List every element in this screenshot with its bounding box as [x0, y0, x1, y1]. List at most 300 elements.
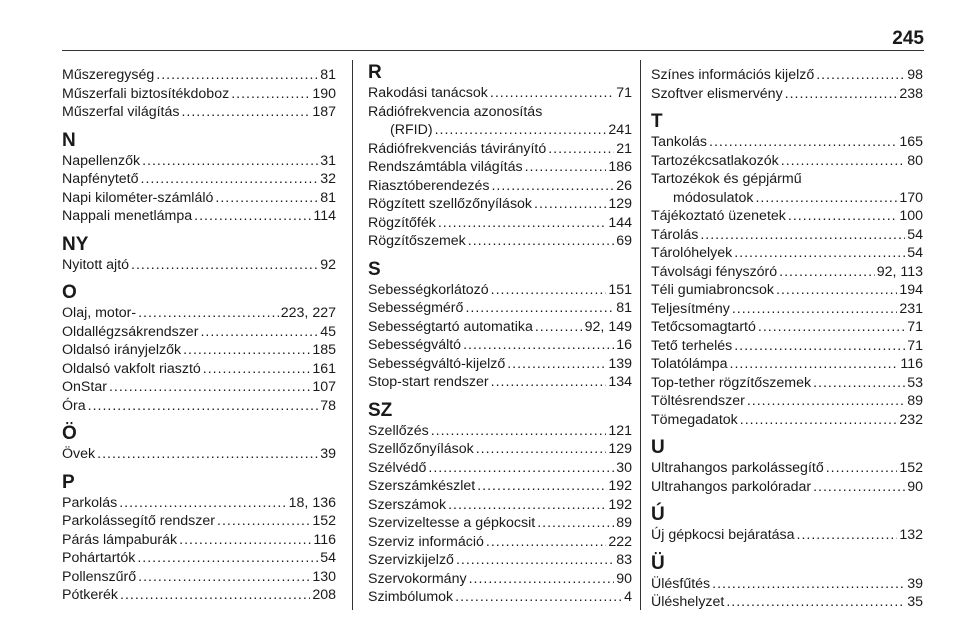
- entry-pages: 32: [320, 171, 336, 187]
- section-letter: Ú: [651, 504, 665, 525]
- index-entry: [368, 318, 632, 337]
- entry-term: Napfénytető: [62, 171, 139, 187]
- index-entry: [368, 440, 632, 459]
- index-section: [651, 437, 923, 496]
- dot-leader: [730, 355, 899, 374]
- entry-pages: 18, 136: [288, 494, 336, 511]
- index-entry: [62, 170, 336, 189]
- entry-term: Olaj, motor-: [62, 305, 137, 321]
- index-entry: [368, 373, 632, 392]
- entry-term: Szerviz információ: [368, 533, 484, 550]
- entry-term: Tartozékok és gépjármű: [651, 171, 802, 187]
- index-entry: [651, 152, 923, 171]
- index-entry: [62, 66, 336, 85]
- dot-leader: [491, 177, 614, 196]
- entry-pages: 81: [320, 67, 336, 83]
- entry-term: Szervizkijelző: [368, 552, 454, 568]
- entry-term: OnStar: [62, 379, 107, 395]
- index-entry: [62, 207, 336, 226]
- entry-term: Szellőzés: [368, 422, 429, 439]
- dot-leader: [435, 121, 607, 140]
- entry-pages: 222: [608, 533, 632, 550]
- entry-term: Tartozékcsatlakozók: [651, 152, 779, 169]
- entry-pages: 71: [907, 319, 923, 335]
- section-letter: T: [651, 111, 663, 132]
- entry-term: Ülésfűtés: [651, 575, 711, 592]
- entry-term: Szervokormány: [368, 570, 467, 587]
- entry-pages: 16: [616, 337, 632, 353]
- index-entry: [62, 341, 336, 360]
- entry-pages: 144: [608, 214, 632, 231]
- entry-pages: 116: [900, 356, 923, 372]
- dot-leader: [816, 66, 905, 85]
- entry-term: Pótkerék: [62, 587, 118, 603]
- index-entry: [651, 85, 923, 104]
- entry-pages: 130: [312, 568, 336, 585]
- entry-pages: 54: [320, 550, 336, 566]
- dot-leader: [142, 152, 318, 171]
- index-entry: [651, 526, 923, 545]
- column-divider-1: [352, 60, 353, 610]
- dot-leader: [181, 103, 310, 122]
- dot-leader: [537, 514, 614, 533]
- index-entry: [368, 214, 632, 233]
- entry-term: Új gépkocsi bejáratása: [651, 527, 795, 543]
- index-entry: [62, 586, 336, 605]
- dot-leader: [548, 140, 614, 159]
- entry-term: Műszeregység: [62, 67, 155, 83]
- index-entry: [368, 422, 632, 441]
- entry-pages: 134: [608, 374, 632, 390]
- entry-term: Ultrahangos parkolóradar: [651, 478, 812, 495]
- index-section: [62, 472, 336, 605]
- index-section: [651, 111, 923, 429]
- entry-term: Top-tether rögzítőszemek: [651, 374, 812, 391]
- entry-pages: 92, 149: [584, 318, 632, 335]
- entry-pages: 190: [312, 85, 336, 102]
- dot-leader: [525, 158, 607, 177]
- dot-leader: [813, 478, 905, 497]
- entry-pages: 69: [616, 233, 632, 249]
- dot-leader: [700, 226, 905, 245]
- index-entry: [651, 281, 923, 300]
- index-entry: [651, 411, 923, 430]
- dot-leader: [469, 570, 615, 589]
- dot-leader: [141, 170, 319, 189]
- dot-leader: [131, 256, 318, 275]
- index-entry: [62, 323, 336, 342]
- entry-pages: 81: [320, 189, 336, 206]
- entry-pages: 35: [907, 594, 923, 610]
- entry-pages: 152: [312, 513, 336, 529]
- entry-pages: 151: [608, 281, 632, 298]
- index-section: [651, 553, 923, 612]
- section-letter: N: [62, 129, 76, 151]
- dot-leader: [740, 411, 898, 430]
- index-entry: [62, 378, 336, 397]
- index-entry: [62, 494, 336, 513]
- entry-pages: 31: [320, 152, 336, 169]
- section-letter: SZ: [368, 399, 393, 421]
- entry-term: Szellőzőnyílások: [368, 441, 474, 457]
- dot-leader: [779, 263, 875, 282]
- index-entry: [651, 355, 923, 374]
- entry-term: Riasztóberendezés: [368, 177, 490, 194]
- index-entry: [368, 232, 632, 251]
- index-entry: [368, 84, 632, 103]
- entry-pages: 116: [313, 531, 336, 548]
- page-number: 245: [892, 28, 924, 49]
- entry-pages: 39: [907, 575, 923, 592]
- entry-term: Szervizeltesse a gépkocsit: [368, 515, 536, 531]
- index-entry: [651, 337, 923, 356]
- dot-leader: [785, 85, 898, 104]
- section-letter: S: [368, 258, 381, 280]
- index-section: [368, 400, 632, 607]
- entry-pages: 21: [616, 140, 632, 157]
- entry-pages: 241: [608, 122, 632, 138]
- index-entry: [368, 140, 632, 159]
- entry-pages: 45: [320, 323, 336, 340]
- dot-leader: [463, 336, 614, 355]
- entry-term: Sebességváltó: [368, 337, 462, 353]
- section-letter: P: [62, 471, 75, 493]
- entry-term: Tárolás: [651, 226, 699, 243]
- header-rule: [62, 50, 924, 51]
- index-entry: [651, 133, 923, 152]
- index-entry: [651, 593, 923, 612]
- dot-leader: [712, 575, 905, 594]
- entry-term: Oldallégzsákrendszer: [62, 323, 199, 340]
- dot-leader: [138, 304, 279, 323]
- dot-leader: [438, 214, 607, 233]
- entry-pages: 30: [616, 459, 632, 476]
- dot-leader: [486, 533, 606, 552]
- dot-leader: [215, 189, 318, 208]
- index-entry: [651, 478, 923, 497]
- entry-term: Óra: [62, 397, 86, 414]
- dot-leader: [491, 373, 607, 392]
- dot-leader: [97, 445, 318, 464]
- entry-pages: 192: [608, 496, 632, 513]
- entry-term: Tolatólámpa: [651, 356, 728, 372]
- entry-term: Rendszámtábla világítás: [368, 159, 523, 175]
- entry-term: Szélvédő: [368, 459, 427, 476]
- entry-term: Tetőcsomagtartó: [651, 319, 756, 335]
- index-entry: [651, 459, 923, 478]
- entry-pages: 223, 227: [280, 305, 336, 321]
- dot-leader: [490, 84, 614, 103]
- index-entry: [62, 189, 336, 208]
- entry-pages: 129: [608, 441, 632, 457]
- entry-term: Ultrahangos parkolássegítő: [651, 460, 824, 476]
- section-letter: Ü: [651, 552, 665, 574]
- entry-term: Stop-start rendszer: [368, 374, 489, 390]
- dot-leader: [194, 207, 311, 226]
- dot-leader: [726, 593, 905, 612]
- dot-leader: [455, 588, 622, 607]
- index-entry: [62, 103, 336, 122]
- index-section: [651, 504, 923, 545]
- entry-pages: 80: [907, 152, 923, 169]
- entry-pages: 71: [616, 85, 632, 101]
- dot-leader: [476, 440, 607, 459]
- entry-term: Övek: [62, 446, 96, 462]
- index-entry: [651, 66, 923, 85]
- index-entry: [651, 575, 923, 594]
- index-section: [62, 130, 336, 226]
- entry-term: Pohártartók: [62, 550, 136, 566]
- index-entry: [368, 195, 632, 214]
- section-letter: R: [368, 62, 382, 83]
- entry-term: Szoftver elismervény: [651, 85, 783, 102]
- entry-pages: 83: [616, 552, 632, 568]
- entry-term: Oldalsó irányjelzők: [62, 342, 182, 358]
- index-section: [651, 66, 923, 103]
- index-column-2: [368, 62, 632, 607]
- index-entry: [62, 152, 336, 171]
- column-divider-2: [640, 60, 641, 610]
- dot-leader: [468, 232, 614, 251]
- entry-pages: 98: [907, 67, 923, 83]
- entry-pages: 89: [616, 515, 632, 531]
- dot-leader: [734, 337, 905, 356]
- entry-term: Műszerfal világítás: [62, 104, 180, 120]
- dot-leader: [203, 360, 311, 379]
- dot-leader: [120, 586, 310, 605]
- entry-pages: 132: [899, 527, 923, 543]
- entry-term: Pollenszűrő: [62, 568, 137, 585]
- index-entry: [62, 568, 336, 587]
- index-entry: [368, 570, 632, 589]
- entry-term: Rádiófrekvenciás távirányító: [368, 140, 547, 157]
- entry-term: Nappali menetlámpa: [62, 208, 193, 224]
- entry-term: Teljesítmény: [651, 300, 730, 317]
- dot-leader: [491, 281, 607, 300]
- section-letter: Ö: [62, 423, 77, 444]
- dot-leader: [477, 477, 606, 496]
- entry-term: Rögzítőfék: [368, 214, 436, 231]
- entry-pages: 170: [899, 189, 923, 206]
- entry-term: Távolsági fényszóró: [651, 263, 778, 280]
- entry-term: Szimbólumok: [368, 589, 454, 605]
- dot-leader: [755, 189, 897, 208]
- entry-term: Rádiófrekvencia azonosítás: [368, 103, 543, 120]
- entry-pages: 90: [907, 478, 923, 495]
- dot-leader: [776, 281, 897, 300]
- index-entry: [368, 477, 632, 496]
- dot-leader: [183, 341, 310, 360]
- index-entry: [62, 397, 336, 416]
- index-entry: [62, 304, 336, 323]
- entry-pages: 54: [907, 245, 923, 261]
- entry-term: Tankolás: [651, 134, 707, 150]
- entry-term: Sebességváltó-kijelző: [368, 355, 506, 372]
- entry-pages: 185: [312, 342, 336, 358]
- entry-term: Műszerfali biztosítékdoboz: [62, 85, 230, 102]
- entry-pages: 165: [899, 134, 923, 150]
- index-entry: [368, 551, 632, 570]
- index-entry: [62, 549, 336, 568]
- dot-leader: [534, 195, 606, 214]
- index-section: [368, 62, 632, 251]
- dot-leader: [456, 551, 614, 570]
- index-entry: [651, 226, 923, 245]
- entry-term-continued: (RFID): [390, 122, 433, 138]
- entry-pages: 39: [320, 446, 336, 462]
- index-entry: [368, 177, 632, 196]
- dot-leader: [119, 494, 286, 513]
- entry-term-continued: módosulatok: [673, 189, 754, 206]
- entry-pages: 194: [899, 282, 923, 298]
- index-entry: [651, 244, 923, 263]
- entry-term: Üléshelyzet: [651, 594, 725, 610]
- entry-term: Parkolás: [62, 494, 118, 511]
- dot-leader: [217, 512, 310, 531]
- entry-pages: 114: [313, 208, 336, 224]
- index-entry: [651, 170, 923, 207]
- index-section: [368, 259, 632, 392]
- index-entry: [651, 374, 923, 393]
- entry-pages: 81: [616, 300, 632, 316]
- entry-pages: 187: [312, 104, 336, 120]
- entry-term: Nyitott ajtó: [62, 256, 130, 273]
- entry-pages: 90: [616, 570, 632, 587]
- entry-continuation: [368, 121, 632, 140]
- entry-continuation: [651, 189, 923, 208]
- entry-pages: 121: [608, 422, 632, 439]
- entry-term: Párás lámpaburák: [62, 531, 178, 548]
- index-section: [62, 234, 336, 275]
- index-entry: [651, 263, 923, 282]
- index-entry: [368, 459, 632, 478]
- entry-term: Oldalsó vakfolt riasztó: [62, 360, 201, 377]
- index-entry: [368, 103, 632, 140]
- index-section: [62, 66, 336, 122]
- entry-pages: 92: [320, 256, 336, 273]
- entry-term: Színes információs kijelző: [651, 67, 815, 83]
- dot-leader: [156, 66, 318, 85]
- entry-term: Sebességkorlátozó: [368, 281, 489, 298]
- dot-leader: [758, 318, 905, 337]
- section-letter: U: [651, 437, 665, 458]
- entry-pages: 53: [907, 374, 923, 391]
- index-entry: [368, 281, 632, 300]
- index-entry: [62, 531, 336, 550]
- index-entry: [368, 533, 632, 552]
- entry-pages: 231: [899, 300, 923, 317]
- section-letter: O: [62, 282, 77, 303]
- dot-leader: [179, 531, 311, 550]
- entry-pages: 92, 113: [876, 263, 923, 280]
- entry-pages: 107: [312, 379, 336, 395]
- index-entry: [62, 445, 336, 464]
- dot-leader: [734, 244, 905, 263]
- entry-pages: 100: [899, 208, 923, 224]
- entry-term: Tárolóhelyek: [651, 245, 733, 261]
- dot-leader: [231, 85, 310, 104]
- entry-term: Szerszámkészlet: [368, 478, 476, 494]
- index-entry: [368, 588, 632, 607]
- entry-term: Téli gumiabroncsok: [651, 282, 775, 298]
- dot-leader: [747, 392, 905, 411]
- dot-leader: [826, 459, 898, 478]
- entry-pages: 54: [907, 226, 923, 243]
- index-column-3: [651, 66, 923, 612]
- index-entry: [368, 158, 632, 177]
- index-column-1: [62, 66, 336, 605]
- entry-pages: 186: [608, 159, 632, 175]
- index-entry: [368, 299, 632, 318]
- index-entry: [368, 336, 632, 355]
- entry-term: Tető terhelés: [651, 337, 733, 354]
- entry-pages: 208: [312, 587, 336, 603]
- index-entry: [62, 85, 336, 104]
- entry-term: Töltésrendszer: [651, 393, 745, 409]
- dot-leader: [200, 323, 318, 342]
- entry-term: Rögzített szellőzőnyílások: [368, 196, 533, 212]
- dot-leader: [732, 300, 897, 319]
- entry-pages: 238: [899, 85, 923, 102]
- entry-pages: 71: [907, 337, 923, 354]
- entry-pages: 152: [899, 460, 923, 476]
- entry-term: Tájékoztató üzenetek: [651, 208, 786, 224]
- index-entry: [368, 514, 632, 533]
- entry-term: Parkolássegítő rendszer: [62, 513, 215, 529]
- index-entry: [62, 512, 336, 531]
- dot-leader: [428, 459, 614, 478]
- entry-pages: 129: [608, 196, 632, 212]
- entry-term: Napellenzők: [62, 152, 141, 169]
- index-entry: [651, 318, 923, 337]
- index-entry: [368, 355, 632, 374]
- entry-pages: 78: [320, 397, 336, 414]
- entry-term: Szerszámok: [368, 496, 447, 513]
- entry-pages: 232: [899, 411, 923, 428]
- index-section: [62, 282, 336, 415]
- entry-pages: 89: [907, 393, 923, 409]
- index-entry: [62, 256, 336, 275]
- dot-leader: [465, 299, 614, 318]
- entry-term: Rögzítőszemek: [368, 233, 466, 249]
- dot-leader: [431, 422, 607, 441]
- index-entry: [651, 207, 923, 226]
- index-entry: [62, 360, 336, 379]
- index-entry: [651, 300, 923, 319]
- index-entry: [368, 496, 632, 515]
- dot-leader: [448, 496, 606, 515]
- entry-pages: 192: [608, 478, 632, 494]
- entry-pages: 26: [616, 177, 632, 194]
- dot-leader: [781, 152, 905, 171]
- dot-leader: [797, 526, 898, 545]
- dot-leader: [138, 568, 310, 587]
- index-entry: [651, 392, 923, 411]
- dot-leader: [507, 355, 606, 374]
- dot-leader: [109, 378, 310, 397]
- dot-leader: [709, 133, 897, 152]
- entry-pages: 161: [312, 360, 336, 377]
- section-letter: NY: [62, 233, 89, 255]
- entry-pages: 139: [608, 355, 632, 372]
- dot-leader: [88, 397, 319, 416]
- entry-pages: 4: [624, 589, 632, 605]
- dot-leader: [813, 374, 905, 393]
- dot-leader: [535, 318, 583, 337]
- entry-term: Napi kilométer-számláló: [62, 189, 214, 206]
- dot-leader: [788, 207, 897, 226]
- dot-leader: [137, 549, 318, 568]
